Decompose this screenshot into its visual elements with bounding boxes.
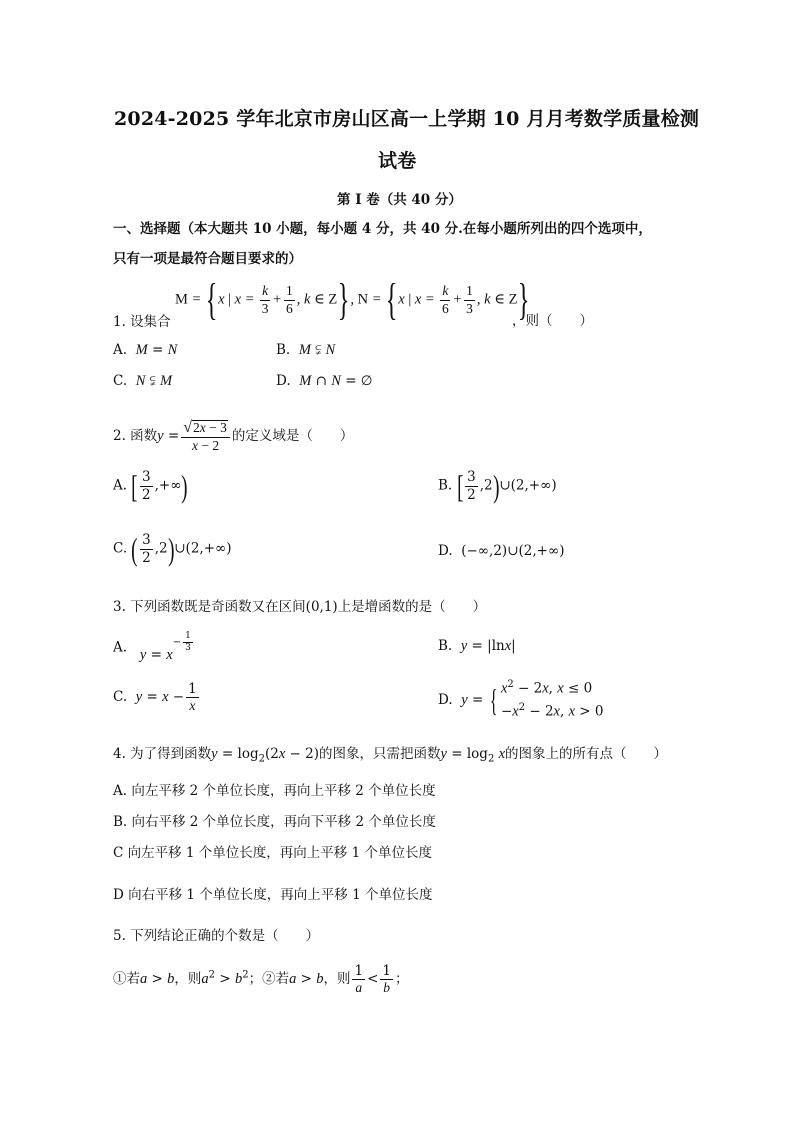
q1-option-a-label: A.: [113, 342, 128, 358]
q3-tail: 上是增函数的是（ ）: [337, 599, 487, 615]
q3-option-c: C. y = x − $\frac{1}{x}$: [113, 681, 197, 714]
q5-stem: 5. 下列结论正确的个数是（ ）: [113, 928, 320, 944]
q1-option-c-label: C.: [113, 373, 128, 389]
q3-option-c-label: C.: [113, 689, 128, 706]
q2-option-c-label: C.: [113, 540, 128, 557]
q5-statement-1-mid: ，则: [174, 971, 202, 988]
section-heading-line-2: 只有一项是最符合题目要求的）: [113, 251, 302, 267]
q3-stem-text: 3. 下列函数既是奇函数又在区间: [113, 599, 306, 615]
q4-stem-text: 4. 为了得到函数: [113, 746, 212, 762]
section-heading-line-1: 一、选择题（本大题共 10 小题，每小题 4 分，共 40 分.在每小题所列出的四个选项中，: [113, 221, 652, 237]
q4-option-b: B. 向右平移 2 个单位长度，再向下平移 2 个单位长度: [113, 814, 436, 830]
q2-option-a: A. [ $\frac{3}{2}$ ,+∞): [113, 468, 188, 504]
q3-option-b-label: B.: [438, 638, 453, 654]
q4-option-a: A. 向左平移 2 个单位长度，再向上平移 2 个单位长度: [113, 783, 436, 799]
q5-statement-1-marker: ①: [113, 971, 127, 988]
q1-option-a: A. M = N: [113, 342, 178, 358]
q1-option-d: D. M ∩ N = ∅: [276, 373, 373, 389]
q1-tail: ，则（ ）: [512, 313, 593, 329]
q5-statement-end: ；: [394, 971, 409, 988]
q2-stem-text: 2. 函数: [113, 428, 158, 445]
q2-option-d-label: D.: [438, 543, 453, 559]
title-line-1: 2024-2025 学年北京市房山区高一上学期 10 月月考数学质量检测: [114, 108, 700, 130]
q2-option-a-label: A.: [113, 477, 128, 494]
q4-stem-mid: 的图象，只需把函数: [319, 746, 441, 762]
q2-option-b: B. [ $\frac{3}{2}$ ,2)∪(2,+∞): [438, 468, 557, 504]
q3-option-a: A. $y = x^{- \frac{1}{3}}$: [113, 631, 191, 664]
q3-option-a-label: A.: [113, 639, 128, 656]
q3-stem: 3. 下列函数既是奇函数又在区间(0,1)上是增函数的是（ ）: [113, 599, 487, 615]
q4-option-c: C 向左平移 1 个单位长度，再向上平移 1 个单位长度: [113, 845, 432, 861]
q2-stem: 2. 函数y = √ 2x − 3 x − 2 的定义域是（ ）: [113, 419, 354, 453]
q4-tail: 的图象上的所有点（ ）: [505, 746, 668, 762]
q5-statement-2-pre: 若: [275, 971, 290, 988]
q2-option-d: D. (−∞,2)∪(2,+∞): [438, 543, 565, 559]
q2-option-c: C. ( $\frac{3}{2}$ ,2)∪(2,+∞): [113, 531, 232, 567]
q1-option-d-label: D.: [276, 373, 291, 389]
q5-statement-2-mid: ，则: [323, 971, 351, 988]
q3-option-d-label: D.: [438, 691, 453, 708]
q3-option-b: B. y = |lnx|: [438, 638, 516, 654]
q3-option-d: D. y = { $x^2 - 2x$, x ≤ 0 $-x^2 - 2x$, x > 0: [438, 679, 604, 720]
title-line-2: 试卷: [378, 150, 417, 172]
q4-option-d: D 向右平移 1 个单位长度，再向上平移 1 个单位长度: [113, 887, 433, 903]
q1-option-b-label: B.: [276, 342, 291, 358]
q1-option-c: C. N ⫋ M: [113, 373, 173, 389]
q2-option-b-label: B.: [438, 477, 453, 494]
q5-statement-2-marker: ②: [262, 971, 276, 988]
q1-option-b: B. M ⫋ N: [276, 342, 336, 358]
q5-statements: ①若a > b，则$a^2 > b^2$；②若a > b，则 $\frac{1}{a}$ < $\frac{1}{b}$ ；: [113, 963, 409, 996]
q1-stem: 1. 设集合: [113, 314, 171, 330]
q4-stem: 4. 为了得到函数$y = \log_2(2x - 2)$的图象，只需把函数$y = \log_2 x$的图象上的所有点（ ）: [113, 746, 668, 765]
q2-tail: 的定义域是（ ）: [231, 428, 354, 445]
q1-set-definitions: M = {x | x = $\frac{k}{3}$ + $\frac{1}{6}$ , k ∈ Z}, N = {x | x = $\frac{k}{6}$ + $\frac{1}{3}$ , k ∈ Z}: [175, 275, 530, 324]
q5-statement-1-pre: 若: [126, 971, 140, 988]
volume-heading: 第 I 卷（共 40 分）: [337, 192, 462, 208]
